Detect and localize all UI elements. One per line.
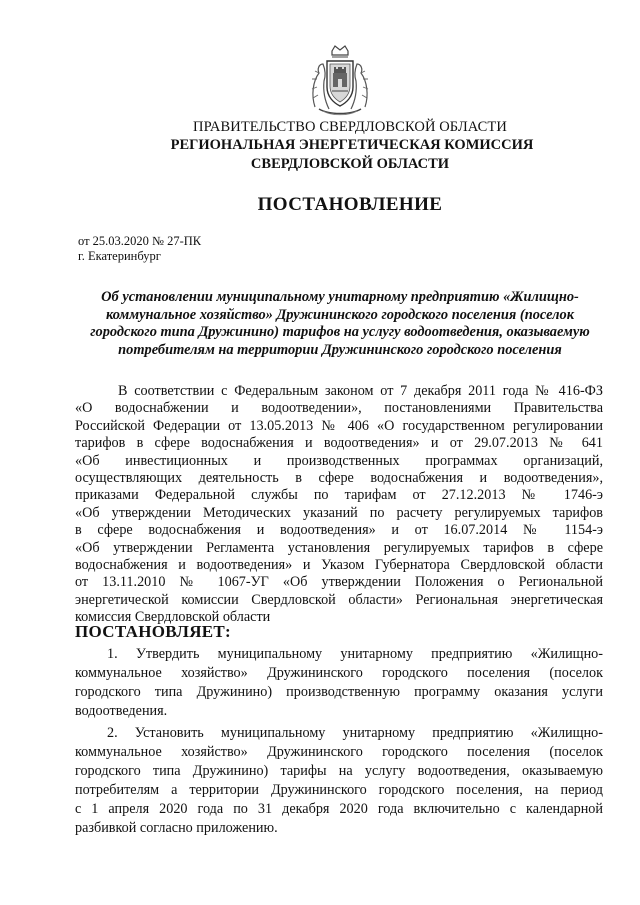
item-2-line: 2. Установить муниципальному унитарному предприятию «Жилищно-	[107, 725, 603, 741]
preamble-line: водоснабжения и водоотведения» и Указом Губернатора Свердловской области	[75, 557, 603, 573]
government-name: ПРАВИТЕЛЬСТВО СВЕРДЛОВСКОЙ ОБЛАСТИ	[193, 119, 507, 135]
preamble-line: осуществляющих деятельность в сфере водоснабжения и водоотведения»,	[75, 470, 603, 486]
preamble-line: от 13.11.2010 № 1067-УГ «Об утверждении Положения о Региональной	[75, 574, 603, 591]
coat-of-arms-icon	[305, 45, 375, 117]
title-line: Об установлении муниципальному унитарному предприятию «Жилищно-	[101, 289, 579, 305]
item-1-line: городского типа Дружинино) производственную программу оказания услуги	[75, 684, 603, 700]
document-date-number: от 25.03.2020 № 27-ПК	[78, 234, 202, 248]
preamble-line: Российской Федерации от 13.05.2013 № 406 «О государственном регулировании	[75, 417, 603, 434]
item-2-line: коммунальное хозяйство» Дружининского городского поселения (поселок	[75, 744, 603, 760]
document-title	[70, 289, 610, 359]
title-line: коммунальное хозяйство» Дружининского городского поселения (поселок	[105, 306, 575, 323]
title-line: городского типа Дружинино) тарифов на услугу водоотведения, оказываемую	[90, 324, 590, 340]
document-type: ПОСТАНОВЛЕНИЕ	[257, 194, 443, 215]
preamble-line: комиссия Свердловской области	[75, 609, 271, 626]
preamble-line: «О водоснабжении и водоотведении», постановлениями Правительства	[75, 400, 603, 417]
item-2-line: разбивкой согласно приложению.	[75, 820, 278, 836]
preamble-line: В соответствии с Федеральным законом от 7 декабря 2011 года № 416-ФЗ	[118, 383, 603, 399]
document-city: г. Екатеринбург	[78, 249, 161, 263]
item-2-line: с 1 апреля 2020 года по 31 декабря 2020 года включительно с календарной	[75, 801, 603, 817]
item-2-line: городского типа Дружинино) тарифы на услугу водоотведения, оказываемую	[75, 763, 603, 779]
preamble-line: «Об утверждении Методических указаний по расчету регулируемых тарифов	[75, 504, 603, 521]
item-1-line: водоотведения.	[75, 703, 168, 719]
item-1-line: коммунальное хозяйство» Дружининского городского поселения (поселок	[75, 665, 603, 681]
item-1-line: 1. Утвердить муниципальному унитарному предприятию «Жилищно-	[107, 646, 603, 662]
resolves-heading: ПОСТАНОВЛЯЕТ:	[75, 622, 232, 641]
region-name: СВЕРДЛОВСКОЙ ОБЛАСТИ	[250, 156, 450, 172]
preamble-line: в сфере водоснабжения и водоотведения» и от 16.07.2014 № 1154-э	[75, 522, 603, 539]
preamble-line: «Об утверждении Регламента установления регулируемых тарифов в сфере	[75, 539, 603, 556]
preamble-line: тарифов в сфере водоснабжения и водоотведения» и от 29.07.2013 № 641	[75, 435, 603, 452]
item-2-line: потребителям а территории Дружининского городского поселения, на период	[75, 782, 603, 798]
preamble-line: энергетической комиссии Свердловской области» Региональная энергетическая	[75, 591, 603, 608]
commission-name: РЕГИОНАЛЬНАЯ ЭНЕРГЕТИЧЕСКАЯ КОМИССИЯ	[170, 137, 534, 153]
preamble-line: «Об инвестиционных и производственных программах организаций,	[75, 452, 603, 469]
preamble-line: приказами Федеральной службы по тарифам от 27.12.2013 № 1746-э	[75, 487, 603, 504]
title-line: потребителям на территории Дружининского городского поселения	[118, 341, 562, 358]
